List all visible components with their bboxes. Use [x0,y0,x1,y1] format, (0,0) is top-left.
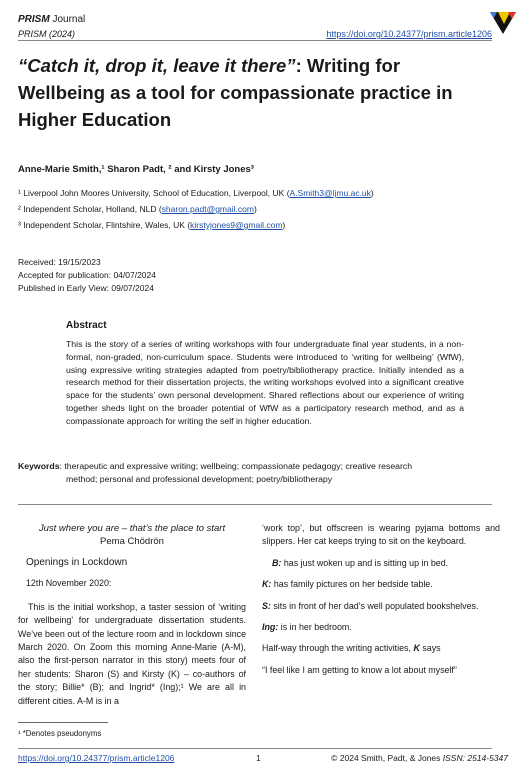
author-list: Anne-Marie Smith,¹ Sharon Padt, ² and Kirsty Jones³ [18,164,254,175]
epigraph: Just where you are – that’s the place to start [38,523,226,534]
affiliation-2: ² Independent Scholar, Holland, NLD (sharon.padt@gmail.com) [18,204,257,214]
epigraph-author: Pema Chödrön [100,536,164,547]
footnote: ¹ *Denotes pseudonyms [18,729,102,738]
email-link-2[interactable]: sharon.padt@gmail.com [161,204,254,214]
header-doi-link[interactable]: https://doi.org/10.24377/prism.article1206 [326,29,492,39]
published-date: Published in Early View: 09/07/2024 [18,283,154,293]
abstract-heading: Abstract [66,320,107,331]
footer-doi-link[interactable]: https://doi.org/10.24377/prism.article1206 [18,753,175,763]
keywords-continuation: method; personal and professional development; poetry/bibliotherapy [66,473,333,484]
journal-brand: PRISM [18,14,50,25]
received-date: Received: 19/15/2023 [18,257,101,267]
page-number: 1 [256,753,261,763]
workshop-date: 12th November 2020: [26,578,112,589]
body-paragraph: This is the initial workshop, a taster session of ‘writing for wellbeing’ for undergraduate dissertation students. We’ve been out of the lecture room and in lockdown since March 2020. On Zoom this morning Anne-Marie (A-M), also the first-person narrator in this story) meets four of her students: Sharon (S) and Kirsty (K) – co-authors of the story; Billie* (B); and Ingrid* (Ing);¹ We are all in different cities. A-M is in a [18,601,246,706]
email-link-3[interactable]: kirstyjones9@gmail.com [190,220,283,230]
email-link-1[interactable]: A.Smith3@ljmu.ac.uk [289,188,371,198]
abstract-text: This is the story of a series of writing workshops with four undergraduate final year students, in a non-formal, non-graded, non-curriculum space. Students were introduced to ‘writing for wellbeing’ (WfW), using expressive writing strategies adapted from poetry/bibliotherapy practice. Initially intended as a research method for their dissertation projects, the writing workshops evolved into a significant creative space for the students’ own personal development. Shared reflections about our experience of writing together sheds light on the broader potential of WfW as a participatory research method, and as a compassionate approach for writing the self in higher education. [66,339,464,426]
prism-logo-icon [488,8,518,36]
header-rule [18,40,492,41]
issn: ISSN: 2514-5347 [442,753,508,763]
journal-word: Journal [52,14,86,25]
affiliation-3: ³ Independent Scholar, Flintshire, Wales, UK (kirstyjones9@gmail.com) [18,220,286,230]
halfway-line: Half-way through the writing activities, K says [262,643,441,654]
footer-copyright: © 2024 Smith, Padt, & Jones ISSN: 2514-5347 [331,753,508,763]
section-heading: Openings in Lockdown [26,557,128,568]
student-quote: “I feel like I am getting to know a lot about myself” [262,664,457,675]
accepted-date: Accepted for publication: 04/07/2024 [18,270,156,280]
affiliation-1: ¹ Liverpool John Moores University, School of Education, Liverpool, UK (A.Smith3@ljmu.ac.uk) [18,188,374,198]
journal-name [18,14,85,25]
article-title [18,52,488,133]
body-right-column [262,522,500,677]
keywords-first-line: : therapeutic and expressive writing; wellbeing; compassionate pedagogy; creative research [59,461,413,471]
article-title-quote: “Catch it, drop it, leave it there” [18,55,296,76]
participant-line-3: S: sits in front of her dad’s well populated bookshelves. [262,600,479,611]
continuation-paragraph: ‘work top’, but offscreen is wearing pyjama bottoms and slippers. Her cat keeps trying to sit on the keyboard. [262,523,500,547]
section-rule [18,504,492,505]
article-title-rest: : Writing for Wellbeing as a tool for compassionate practice in Higher Education [18,55,453,130]
keywords [18,460,496,486]
publication-dates [18,256,156,295]
footer-rule [18,748,492,749]
participant-line-2: K: has family pictures on her bedside table. [262,579,433,590]
keywords-label: Keywords [18,461,60,471]
journal-year: PRISM (2024) [18,29,76,39]
participant-line-4: Ing: is in her bedroom. [262,622,352,633]
body-left-column [18,522,246,708]
footnote-rule [18,722,108,723]
participant-line-1: B: has just woken up and is sitting up in bed. [272,557,449,568]
